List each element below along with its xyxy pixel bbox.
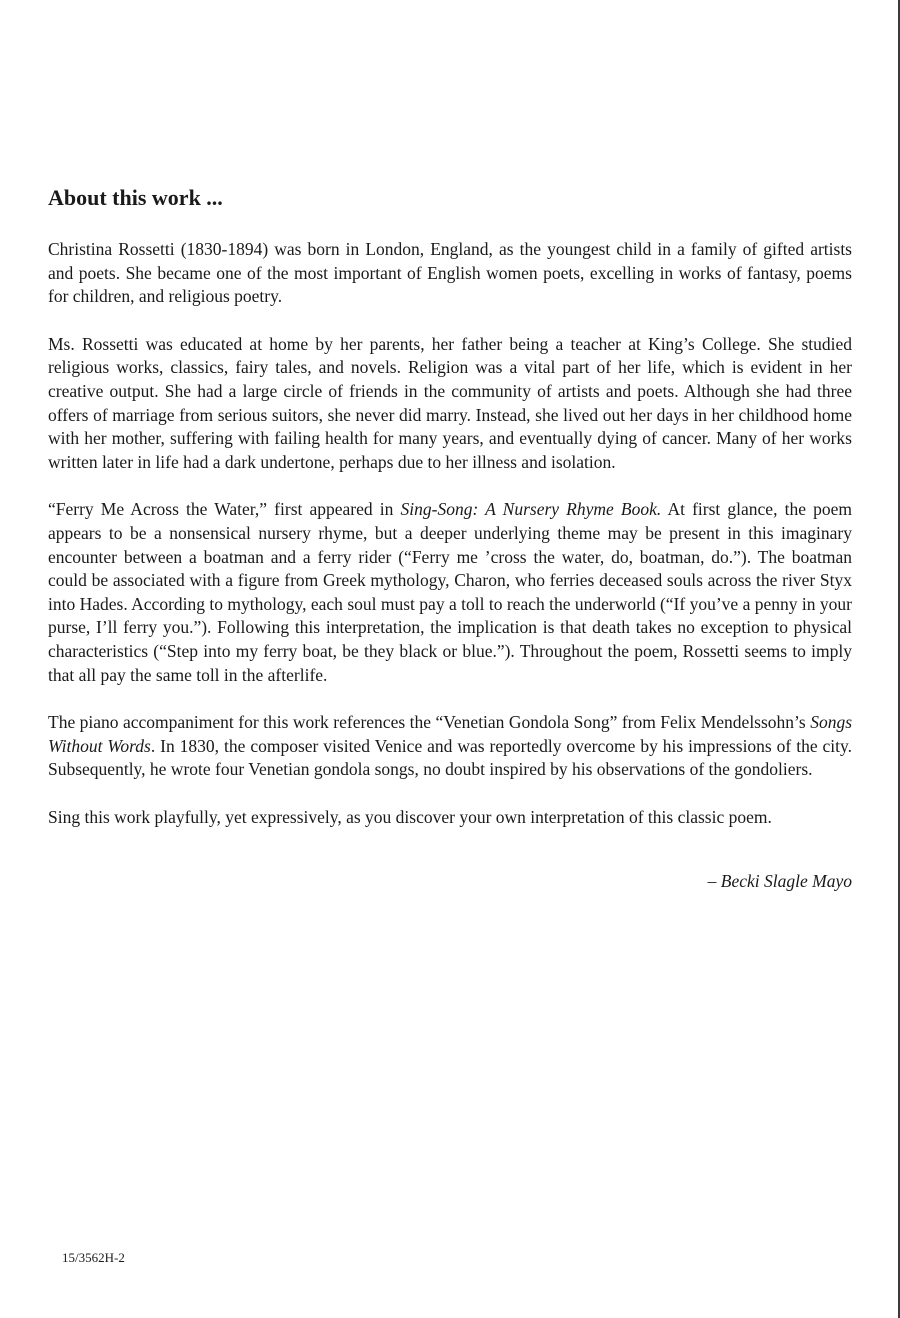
paragraph-performance-note: Sing this work playfully, yet expressively, as you discover your own interpretation of this classic poem. [48, 806, 772, 827]
article [48, 184, 852, 893]
paragraph-education: Ms. Rossetti was educated at home by her parents, her father being a teacher at King’s College. She studied religious works, classics, fairy tales, and novels. Religion was a vital part of her life, which is evident in her creative output. She had a large circle of friends in the community of artists and poets. Although she had three offers of marriage from serious suitors, she never did marry. Instead, she lived out her days in her childhood home with her mother, suffering with failing health for many years, and eventually dying of cancer. Many of her works written later in life had a dark undertone, perhaps due to her illness and isolation. [48, 333, 852, 472]
book-title: Sing-Song: A Nursery Rhyme Book. [400, 499, 662, 520]
paragraph-poem-analysis [48, 498, 852, 687]
songs-title: Songs Without Words [48, 712, 852, 756]
paragraph-accompaniment [48, 711, 852, 782]
poem-analysis-body: At first glance, the poem appears to be a nonsensical nursery rhyme, but a deeper underlying theme may be present in this imaginary encounter between a boatman and a ferry rider (“Ferry me ’cross the water, do, boatman, do.”). The boatman could be associated with a figure from Greek mythology, Charon, who ferries deceased souls across the river Styx into Hades. According to mythology, each soul must pay a toll to reach the underworld (“If you’ve a penny in your purse, I’ll ferry you.”). Following this interpretation, the implication is that death takes no exception to physical characteristics (“Step into my ferry boat, be they black or blue.”). Throughout the poem, Rossetti seems to imply that all pay the same toll in the afterlife. [48, 499, 852, 685]
paragraph-biography: Christina Rossetti (1830-1894) was born in London, England, as the youngest child in a family of gifted artists and poets. She became one of the most important of English women poets, excelling in works of fantasy, poems for children, and religious poetry. [48, 239, 852, 307]
accompaniment-intro: The piano accompaniment for this work references the “Venetian Gondola Song” from Felix Mendelssohn’s [48, 712, 811, 733]
author-signature: – Becki Slagle Mayo [707, 871, 852, 892]
page-title: About this work ... [48, 185, 223, 210]
catalog-number: 15/3562H-2 [62, 1250, 125, 1265]
accompaniment-body: . In 1830, the composer visited Venice and was reportedly overcome by his impressions of the city. Subsequently, he wrote four Venetian gondola songs, no doubt inspired by his observations of the gondoliers. [48, 735, 853, 780]
poem-analysis-intro: “Ferry Me Across the Water,” first appeared in [48, 499, 401, 520]
